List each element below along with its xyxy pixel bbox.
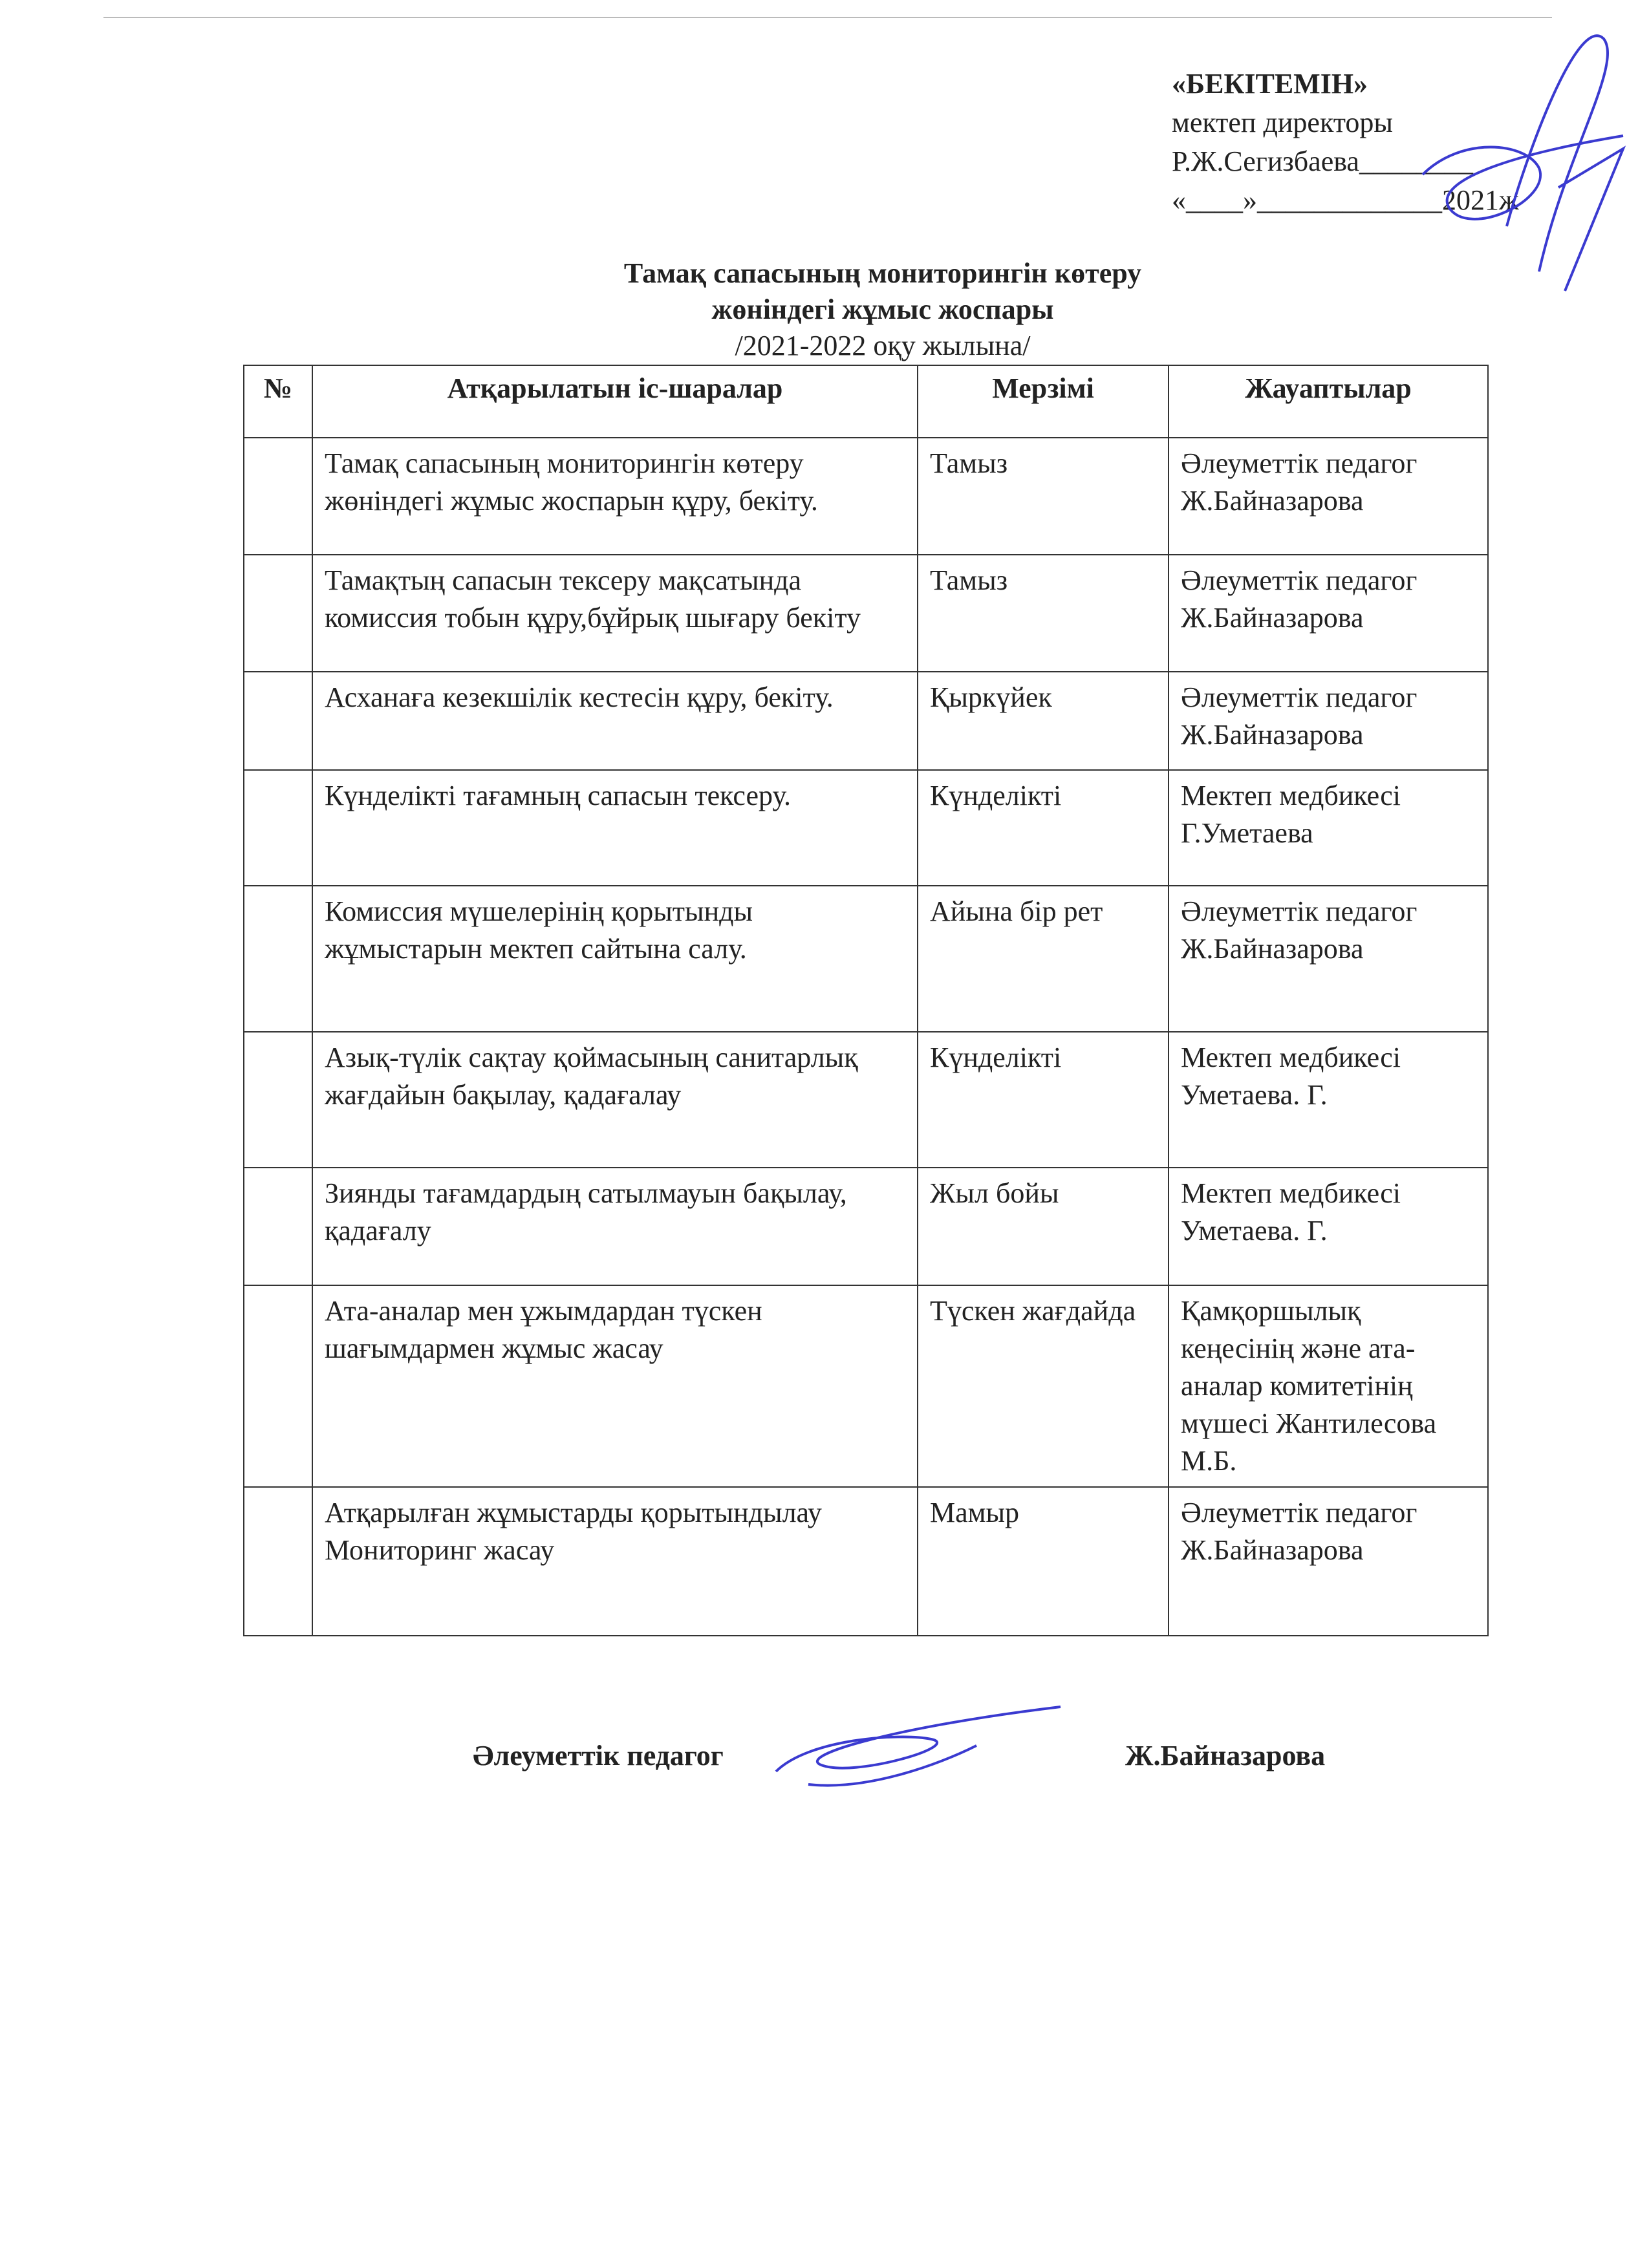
row-number — [244, 1032, 312, 1168]
row-responsible: Мектеп медбикесі Уметаева. Г. — [1169, 1168, 1488, 1285]
row-activity: Асханаға кезекшілік кестесін құру, бекіту. — [312, 672, 918, 770]
row-responsible: Әлеуметтік педагог Ж.Байназарова — [1169, 1487, 1488, 1636]
row-activity: Ата-аналар мен ұжымдардан түскен шағымдармен жұмыс жасау — [312, 1285, 918, 1487]
title-line-2: жөніндегі жұмыс жоспары — [711, 294, 1054, 325]
row-responsible: Мектеп медбикесі Уметаева. Г. — [1169, 1032, 1488, 1168]
approval-name: Р.Ж.Сегизбаева________ — [1172, 145, 1473, 177]
row-responsible: Әлеуметтік педагог Ж.Байназарова — [1169, 555, 1488, 672]
table-row — [244, 1032, 1488, 1168]
row-deadline: Мамыр — [918, 1487, 1169, 1636]
row-deadline: Қыркүйек — [918, 672, 1169, 770]
row-activity: Тамақтың сапасын тексеру мақсатында комиссия тобын құру,бұйрық шығару бекіту — [312, 555, 918, 672]
header-activity: Атқарылатын іс-шаралар — [312, 365, 918, 438]
approval-date: «____»_____________2021ж — [1172, 184, 1519, 216]
document-title — [0, 255, 1649, 364]
table-row — [244, 770, 1488, 886]
table-row — [244, 672, 1488, 770]
scan-edge-line — [103, 17, 1552, 18]
row-activity: Азық-түлік сақтау қоймасының санитарлық жағдайын бақылау, қадағалау — [312, 1032, 918, 1168]
row-activity: Тамақ сапасының мониторингін көтеру жөніндегі жұмыс жоспарын құру, бекіту. — [312, 438, 918, 555]
table-row — [244, 1168, 1488, 1285]
row-deadline: Айына бір рет — [918, 886, 1169, 1032]
row-number — [244, 770, 312, 886]
row-activity: Күнделікті тағамның сапасын тексеру. — [312, 770, 918, 886]
row-number — [244, 1285, 312, 1487]
row-deadline: Күнделікті — [918, 770, 1169, 886]
work-plan-table — [243, 365, 1489, 1636]
row-activity: Атқарылған жұмыстарды қорытындылау Мониторинг жасау — [312, 1487, 918, 1636]
approval-heading: «БЕКІТЕМІН» — [1172, 68, 1368, 100]
header-number: № — [244, 365, 312, 438]
row-responsible: Қамқоршылық кеңесінің және ата-аналар комитетінің мүшесі Жантилесова М.Б. — [1169, 1285, 1488, 1487]
row-number — [244, 438, 312, 555]
row-deadline: Түскен жағдайда — [918, 1285, 1169, 1487]
row-number — [244, 886, 312, 1032]
table-header-row — [244, 365, 1488, 438]
row-activity: Зиянды тағамдардың сатылмауын бақылау, қадағалу — [312, 1168, 918, 1285]
row-deadline: Жыл бойы — [918, 1168, 1169, 1285]
teacher-signature-icon — [770, 1700, 1067, 1797]
row-responsible: Мектеп медбикесі Г.Уметаева — [1169, 770, 1488, 886]
table-row — [244, 1285, 1488, 1487]
row-deadline: Тамыз — [918, 438, 1169, 555]
row-number — [244, 1487, 312, 1636]
footer-name: Ж.Байназарова — [1125, 1740, 1326, 1771]
row-responsible: Әлеуметтік педагог Ж.Байназарова — [1169, 886, 1488, 1032]
table-row — [244, 438, 1488, 555]
title-line-1: Тамақ сапасының мониторингін көтеру — [623, 257, 1142, 289]
table-row — [244, 886, 1488, 1032]
approval-position: мектеп директоры — [1172, 107, 1393, 138]
table-row — [244, 555, 1488, 672]
row-deadline: Тамыз — [918, 555, 1169, 672]
title-subtitle: /2021-2022 оқу жылына/ — [735, 330, 1031, 361]
footer-position: Әлеуметтік педагог — [473, 1740, 724, 1771]
row-number — [244, 672, 312, 770]
row-deadline: Күнделікті — [918, 1032, 1169, 1168]
row-number — [244, 1168, 312, 1285]
row-activity: Комиссия мүшелерінің қорытынды жұмыстарын мектеп сайтына салу. — [312, 886, 918, 1032]
table-row — [244, 1487, 1488, 1636]
row-number — [244, 555, 312, 672]
header-deadline: Мерзімі — [918, 365, 1169, 438]
row-responsible: Әлеуметтік педагог Ж.Байназарова — [1169, 438, 1488, 555]
header-responsible: Жауаптылар — [1169, 365, 1488, 438]
row-responsible: Әлеуметтік педагог Ж.Байназарова — [1169, 672, 1488, 770]
